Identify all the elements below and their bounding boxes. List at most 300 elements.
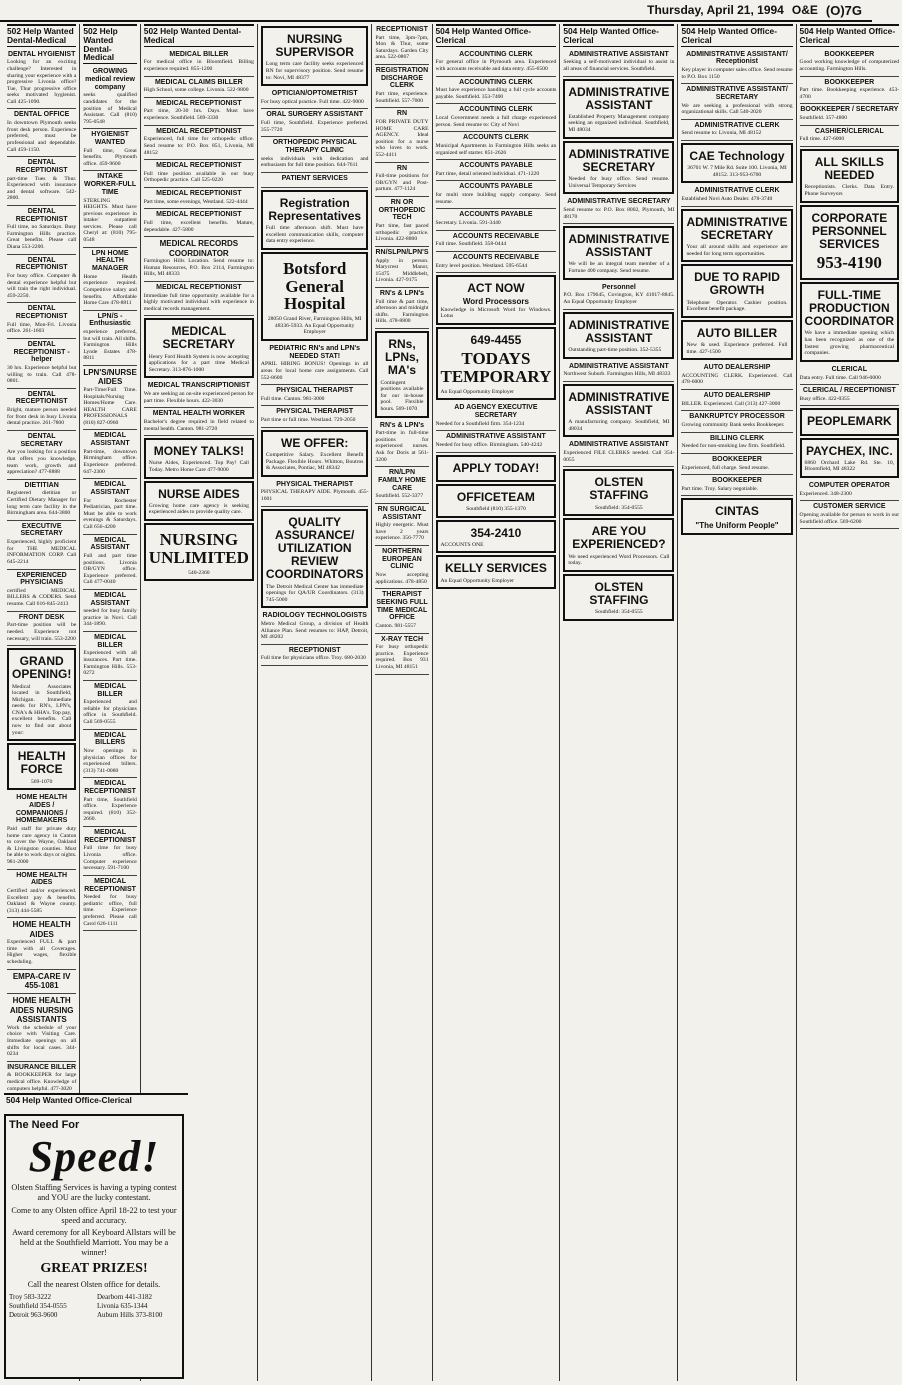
classified-ad xyxy=(261,479,369,507)
ad-large-heading: Botsford General Hospital xyxy=(283,258,347,314)
classified-ad xyxy=(144,438,254,478)
ad-body-text: An Equal Opportunity Employer xyxy=(440,577,514,584)
classified-ad xyxy=(436,49,557,77)
ad-body-text: For busy office. Computer & dental experience helpful but will train the right individual. 459-2250. xyxy=(7,273,77,299)
ad-display-heading: PAYCHEX, INC. xyxy=(805,443,893,458)
ad-heading: COMPUTER OPERATOR xyxy=(808,481,890,489)
ad-heading: AD AGENCY EXECUTIVE SECRETARY xyxy=(454,404,538,420)
classified-ad xyxy=(681,362,792,390)
ad-display-heading: NURSE AIDES xyxy=(158,486,240,501)
ad-heading: LPN/S - Enthusiastic xyxy=(89,312,131,328)
ad-heading: MEDICAL TRANSCRIPTIONIST xyxy=(147,382,250,390)
ad-heading: ACCOUNTS PAYABLE xyxy=(459,211,533,219)
ad-centered-line: 540-2360 xyxy=(188,569,210,576)
classified-ad xyxy=(261,385,369,406)
ad-heading: HOME HEALTH AIDES xyxy=(16,871,68,887)
classified-ad xyxy=(144,380,254,408)
classified-ad xyxy=(436,209,557,230)
ad-body-text: Medical Associates located in Southfield, Michigan. Immediate needs for RN's, LPN's, CNA's & HHA's. Top pay, excellent benefits. Call now to find out about your: xyxy=(12,683,72,736)
ad-display-heading: OFFICETEAM xyxy=(456,489,535,504)
classified-ad xyxy=(7,570,76,612)
ad-body-text: Your all around skills and experience are needed for long term opportunities. xyxy=(686,244,788,257)
ad-heading: MEDICAL BILLER xyxy=(94,634,126,649)
ad-heading: DENTAL HYGIENIST xyxy=(7,50,76,58)
classified-ad xyxy=(261,406,369,427)
ad-heading: MEDICAL RECEPTIONIST xyxy=(84,780,136,795)
classified-ad xyxy=(7,339,76,389)
classified-ad xyxy=(375,467,428,504)
ad-body-text: Part time, 3pm-7pm, Mon & Thur, some Saturdays. Garden City area. 522-0867 xyxy=(375,34,429,61)
classified-column xyxy=(678,24,796,1381)
classified-ad xyxy=(681,498,792,535)
ad-large-heading: 953-4190 xyxy=(816,253,882,273)
classified-ad xyxy=(83,66,136,129)
ad-heading: OPTICIAN/OPTOMETRIST xyxy=(271,90,358,98)
ad-display-heading: KELLY SERVICES xyxy=(445,561,547,576)
ad-subheading: LPN'S/NURSE AIDES xyxy=(83,368,137,387)
ad-subheading: Word Processors xyxy=(462,297,529,307)
ad-heading: DENTAL OFFICE xyxy=(13,111,70,119)
ad-heading: PHYSICAL THERAPIST xyxy=(276,480,354,488)
ad-body-text: Full time for physicians office. Troy. 680-2030 xyxy=(260,655,366,662)
classified-ad xyxy=(563,361,674,382)
classified-ad xyxy=(144,318,254,378)
ad-heading: ADMINISTRATIVE ASSISTANT xyxy=(446,433,546,441)
ad-body-text: A manufacturing company. Southfield, MI 48034 xyxy=(568,419,670,432)
ad-display-heading: ADMINISTRATIVE SECRETARY xyxy=(568,146,670,174)
ad-body-text: Full time, no Saturdays. Busy Farmington Hills practice. Great benefits. Please call Diana 553-2200. xyxy=(7,224,77,251)
classified-ad xyxy=(7,1062,76,1096)
classified-ad xyxy=(436,160,557,181)
ad-heading: ADMINISTRATIVE CLERK xyxy=(694,187,780,195)
classified-ad xyxy=(83,535,136,590)
classified-ad xyxy=(144,160,254,188)
ad-centered-line: 28050 Grand River, Farmington Hills, MI 48336-5933. An Equal Opportunity Employer xyxy=(267,316,362,336)
ad-heading: ADMINISTRATIVE ASSISTANT/ SECRETARY xyxy=(686,86,788,101)
classified-ad xyxy=(563,141,674,195)
classified-ad xyxy=(83,430,136,479)
ad-heading: DIETITIAN xyxy=(24,481,59,489)
olsten-prize: GREAT PRIZES! xyxy=(40,1260,148,1276)
classified-ad xyxy=(261,137,369,173)
classified-ad xyxy=(144,209,254,237)
ad-heading: ADMINISTRATIVE ASSISTANT xyxy=(568,441,669,449)
ad-display-heading: ARE YOU EXPERIENCED? xyxy=(572,524,666,552)
classified-ad xyxy=(83,248,136,311)
ad-body-text: Needed for busy office. Birmingham. 540-4242 xyxy=(435,442,543,449)
ad-body-text: Full time. Canton. 981-3000 xyxy=(260,395,325,402)
olsten-phone: Southfield 354-0555 xyxy=(9,1301,67,1310)
olsten-phone-list xyxy=(9,1293,179,1319)
ad-heading: FRONT DESK xyxy=(18,613,65,621)
ad-body-text: Bachelor's degree required in field related to mental health. Canton. 981-2720 xyxy=(143,419,254,432)
ad-body-text: Apply in person. Marycrest Manor, 15475 Middlebelt, Livonia. 427-9175 xyxy=(375,257,429,284)
classified-ad xyxy=(7,157,76,206)
section-heading: 504 Help Wanted Office-Clerical xyxy=(800,24,900,47)
ad-body-text: In downtown Plymouth seeks front desk person. Experience preferred, must be professional and dependable. Call 459-1150. xyxy=(7,120,77,153)
ad-heading: MEDICAL BILLERS xyxy=(94,731,126,747)
olsten-phone: Troy 583-3222 xyxy=(9,1292,51,1301)
ad-body-text: Full time, Great benefits. Plymouth office. 459-9600 xyxy=(83,147,137,167)
ad-heading: NORTHERN EUROPEAN CLINIC xyxy=(382,548,422,571)
classified-ad xyxy=(83,311,136,366)
classified-ad xyxy=(436,275,557,325)
ad-subheading: HOME HEALTH AIDES xyxy=(12,920,71,939)
olsten-para1: Olsten Staffing Services is having a typing contest and YOU are the lucky contestant. xyxy=(11,1183,177,1202)
ad-body-text: Long term care facility seeks experienced RN for supervisory position. Send resume to: Novi, MI 48377 xyxy=(265,61,364,81)
ad-body-text: Full time. 427-6000 xyxy=(799,136,845,143)
ad-heading: MEDICAL RECEPTIONIST xyxy=(156,283,242,291)
ad-heading: ADMINISTRATIVE ASSISTANT xyxy=(568,50,669,58)
classified-ad xyxy=(375,420,428,468)
ad-display-heading: QUALITY ASSURANCE/ UTILIZATION REVIEW COORDINATORS xyxy=(265,514,364,582)
ad-heading: RN xyxy=(396,164,408,172)
ad-body-text: Must have experience handling a full cycle accounts payable. Southfield. 353-7400 xyxy=(435,87,557,100)
classified-ad xyxy=(681,84,792,120)
ad-heading: EXPERIENCED PHYSICIANS xyxy=(16,571,67,587)
ad-heading: X-RAY TECH xyxy=(380,635,423,643)
classified-ad xyxy=(261,252,369,341)
ad-body-text: Part time, fast paced orthopedic practice. Livonia. 422-8800 xyxy=(375,223,429,243)
ad-heading: RADIOLOGY TECHNOLOGISTS xyxy=(262,612,367,620)
ad-centered-line: Southfield: 354-0555 xyxy=(595,609,643,616)
ad-body-text: For general office in Plymouth area. Experienced with accounts receivable and data entry. 455-6500 xyxy=(435,59,557,72)
ad-heading: LPN HOME HEALTH MANAGER xyxy=(91,249,129,273)
classified-ad xyxy=(436,455,557,482)
ad-body-text: We are seeking a professional with strong organizational skills. Call 540-2020 xyxy=(681,102,793,116)
classified-ad xyxy=(83,681,136,730)
ad-heading: DENTAL RECEPTIONIST - helper xyxy=(13,340,70,364)
ad-body-text: Growing community Bank seeks Bookkeeper. xyxy=(681,422,785,429)
ad-display-heading: MONEY TALKS! xyxy=(153,444,244,459)
classified-ad xyxy=(7,648,76,741)
ad-heading: THERAPIST SEEKING FULL TIME MEDICAL OFFICE xyxy=(376,591,428,622)
ad-heading: RN OR ORTHOPEDIC TECH xyxy=(378,199,426,222)
ad-body-text: Henry Ford Health System is now accepting applications for a part time Medical Secretary. 313-876-1000 xyxy=(148,353,249,373)
olsten-phone: Detroit 963-9600 xyxy=(9,1310,58,1319)
ad-heading: HOME HEALTH AIDES / COMPANIONS / HOMEMAKERS xyxy=(15,794,68,825)
ad-display-heading: ACT NOW xyxy=(467,281,525,296)
classified-ad xyxy=(681,433,792,454)
classified-ad xyxy=(261,509,369,609)
ad-body-text: Entry level position. Westland. 595-6544 xyxy=(435,262,528,269)
ad-body-text: Experienced FILE CLERKS needed. Call 354-0055 xyxy=(563,450,675,463)
ad-body-text: For busy orthopedic practice. Experience required. Box 931 Livonia, MI 48151 xyxy=(375,644,429,671)
classified-ad xyxy=(436,104,557,132)
ad-display-heading: ADMINISTRATIVE SECRETARY xyxy=(686,214,788,242)
header-paper: O&E xyxy=(791,3,818,17)
ad-body-text: needed for busy family practice in Novi. Call 344-1890. xyxy=(83,608,137,628)
ad-heading: MEDICAL RECEPTIONIST xyxy=(84,829,136,844)
ad-body-text: Key player in computer sales office. Send resume to P.O. Box 1150 xyxy=(681,67,793,80)
ad-display-heading: DUE TO RAPID GROWTH xyxy=(694,270,780,298)
ad-body-text: Seeking a self-motivated individual to assist in all areas of financial services. Southfield. xyxy=(563,59,675,72)
ad-heading: DENTAL RECEPTIONIST xyxy=(15,256,68,272)
ad-body-text: PHYSICAL THERAPY AIDE. Plymouth. 455-1601 xyxy=(260,489,369,502)
ad-heading: AUTO DEALERSHIP xyxy=(703,392,771,400)
ad-heading: RN SURGICAL ASSISTANT xyxy=(377,505,427,521)
olsten-phone: Livonia 635-1344 xyxy=(97,1301,148,1310)
ad-body-text: Part-time, downtown Birmingham office. Experience preferred. 647-2300 xyxy=(83,448,137,475)
ad-heading: BOOKKEEPER xyxy=(712,477,762,485)
ad-heading: BOOKKEEPER xyxy=(824,50,875,58)
ad-heading: BOOKKEEPER / SECRETARY xyxy=(800,106,899,114)
ad-body-text: Municipal Apartments in Farmington Hills seeks an organized self starter. 851-2626 xyxy=(435,142,557,156)
ad-body-text: For Rochester Pediatrician, part time. Must be able to work evenings & Saturdays. Call 656-4200 xyxy=(83,497,137,530)
classified-ad xyxy=(800,408,900,435)
classified-ad xyxy=(7,206,76,255)
classified-ad xyxy=(681,264,792,318)
ad-heading: EXECUTIVE SECRETARY xyxy=(20,522,63,538)
ad-heading: MEDICAL BILLER xyxy=(94,682,126,698)
ad-body-text: Metro Medical Group, a division of Health Alliance Plan. Send resumes to: HAP, Detroit, MI 48202 xyxy=(260,621,369,641)
section-heading: 502 Help Wanted Dental-Medical xyxy=(144,24,254,47)
classified-ad xyxy=(375,331,428,418)
ad-heading: MEDICAL ASSISTANT xyxy=(90,432,130,448)
ad-body-text: Looking for an exciting challenge? Interested in sharing your experience with a progressive Livonia office? Tue, Thur progressive office seeks motivated hygienist. Call 425-1090. xyxy=(7,59,77,105)
classified-ad xyxy=(436,484,557,518)
classified-ad xyxy=(681,185,792,206)
classified-ad xyxy=(563,49,674,77)
classified-ad xyxy=(144,408,254,436)
classified-ad xyxy=(83,590,136,632)
ad-body-text: Contingent positions available for our in-house pool. Flexible hours. 569-1070 xyxy=(380,379,424,412)
ad-body-text: ACCOUNTS ONE xyxy=(440,541,484,548)
ad-heading: ACCOUNTS PAYABLE xyxy=(459,183,533,191)
ad-body-text: Part time, Southfield office. Experience required. (810) 352-2660. xyxy=(83,796,137,823)
ad-heading: DENTAL RECEPTIONIST xyxy=(15,207,68,223)
classified-ad xyxy=(144,188,254,209)
ad-subheading: EMPA-CARE IV 455-1081 xyxy=(12,971,71,990)
section-heading: 504 Help Wanted Office-Clerical xyxy=(563,24,674,47)
ad-body-text: Full time, Southfield. Experience preferred. 355-7720 xyxy=(260,120,369,133)
classified-ad xyxy=(563,439,674,467)
ad-body-text: & BOOKKEEPER for large medical office. Knowledge of computers helpful. 477-3020 xyxy=(7,1072,77,1092)
ad-heading: MEDICAL RECEPTIONIST xyxy=(156,211,242,219)
ad-heading: ACCOUNTS CLERK xyxy=(463,134,529,142)
ad-subheading: "The Uniform People" xyxy=(695,520,779,530)
ad-heading: AUTO DEALERSHIP xyxy=(703,364,771,372)
ad-body-text: Northwest Suburb. Farmington Hills, MI 48333 xyxy=(563,371,671,378)
classified-ad xyxy=(436,327,557,400)
ad-body-text: Send resume to: Livonia, MI 48152 xyxy=(681,130,762,137)
ad-display-heading: MEDICAL SECRETARY xyxy=(162,324,236,352)
classified-ad xyxy=(83,827,136,876)
ad-body-text: FOR PRIVATE DUTY HOME CARE AGENCY. Ideal position for a nurse who loves to work. 552-4411 xyxy=(375,119,429,158)
ad-body-text: 6860 Orchard Lake Rd. Ste. 10, Bloomfield, MI 48322 xyxy=(804,459,895,473)
ad-heading: REGISTRATION DISCHARGE CLERK xyxy=(375,67,429,90)
ad-body-text: Needed for busy pediatric office, full time. Experience preferred. Please call Carol 626-1111 xyxy=(83,894,137,927)
classified-ad xyxy=(681,143,792,183)
ad-body-text: STERLING HEIGHTS. Must have previous experience in intake/ outpatient services. Please call Cheryl at: (810) 795-0548 xyxy=(83,197,137,244)
classified-column xyxy=(797,24,902,1381)
ad-body-text: Home Health experience required. Competitive salary and benefits. Affordable Home Care 478-8811 xyxy=(83,273,137,307)
ad-body-text: Immediate full time opportunity available for a highly motivated individual with experience in medical records management. xyxy=(143,292,254,312)
classified-ad xyxy=(681,390,792,411)
ad-body-text: 30 hrs. Experience helpful but willing to train. Call 478-0801. xyxy=(7,365,77,385)
ad-heading: MENTAL HEALTH WORKER xyxy=(152,410,245,418)
classified-ad xyxy=(83,876,136,931)
ad-body-text: for multi store building supply company. Send resume. xyxy=(435,192,557,205)
classified-ad xyxy=(83,129,136,171)
classified-ad xyxy=(375,288,428,329)
classified-ad xyxy=(7,109,76,157)
ad-display-heading: Registration Representatives xyxy=(268,195,362,223)
ad-display-heading: 354-2410 xyxy=(470,525,522,540)
classified-ad xyxy=(7,255,76,304)
ad-heading: MEDICAL ASSISTANT xyxy=(90,481,130,496)
ad-body-text: Highly energetic. Must have 2 years experience. 356-7770 xyxy=(375,522,429,542)
ad-body-text: Now accepting applications. 478-4850 xyxy=(375,572,429,585)
classified-column xyxy=(372,24,432,1381)
classified-ad xyxy=(800,282,900,362)
classified-ad xyxy=(144,282,254,316)
ad-body-text: Full time, Mon-Fri. Livonia office. 261-1603 xyxy=(7,321,77,335)
ad-heading: PEDIATRIC RN's and LPN's NEEDED STAT! xyxy=(269,345,361,360)
classified-ad xyxy=(375,163,428,197)
classified-ad xyxy=(563,79,674,139)
ad-centered-line: Southfield (810) 355-1370 xyxy=(466,506,526,513)
classified-ad xyxy=(7,970,76,995)
classified-ad xyxy=(83,366,136,430)
ad-heading: MEDICAL RECEPTIONIST xyxy=(156,190,242,197)
ad-body-text: experience preferred, but will train. All shifts. Farmington Hills Lynde Estates 478-8811 xyxy=(83,329,137,362)
ad-body-text: APRIL HIRING BONUS! Openings in all areas for local home care assignments. Call 552-8600 xyxy=(260,361,369,381)
ad-body-text: seeks individuals with dedication and enthusiasm for full time position. 644-7611 xyxy=(260,155,369,169)
classified-ad xyxy=(83,632,136,681)
classified-ad xyxy=(800,480,900,501)
ad-display-heading: CORPORATE PERSONNEL SERVICES xyxy=(811,210,888,251)
ad-body-text: Receptionists. Clerks. Data Entry. Phone Surveyors xyxy=(804,184,895,197)
ad-large-heading: NURSING UNLIMITED xyxy=(148,529,249,567)
classified-ad xyxy=(436,77,557,105)
classified-ad xyxy=(7,521,76,570)
ad-display-heading: ALL SKILLS NEEDED xyxy=(814,154,884,183)
classified-ad xyxy=(436,555,557,589)
ad-body-text: An Equal Opportunity Employer xyxy=(440,388,514,395)
ad-body-text: Experienced, full time for orthopedic office. Send resume to: P.O. Box 851, Livonia, MI 48152 xyxy=(143,136,254,156)
classified-ad xyxy=(261,430,369,477)
ad-body-text: Canton. 981-5557 xyxy=(375,623,416,629)
ad-body-text: High School, some college. Livonia. 522-9800 xyxy=(143,87,249,94)
ad-body-text: Good working knowledge of computerized accounting. Farmington Hills. xyxy=(799,59,900,72)
classified-ad xyxy=(261,190,369,250)
ad-body-text: Part-time in full-time positions for experienced nurses. Ask for Doris at 561-3200 xyxy=(375,430,429,463)
classified-ad xyxy=(7,431,76,480)
ad-body-text: Established Property Management company seeking an organized individual. Southfield, MI 48034 xyxy=(568,113,670,134)
ad-display-heading: ADMINISTRATIVE ASSISTANT xyxy=(568,389,670,417)
olsten-para3: Award ceremony for all Keyboard Allstars will be held at the Southfield Marriott. You may be a winner! xyxy=(12,1228,176,1258)
classified-ad xyxy=(261,88,369,109)
ad-heading: ORAL SURGERY ASSISTANT xyxy=(266,111,364,119)
ad-heading: Personnel xyxy=(601,283,636,291)
classified-ad xyxy=(144,49,254,77)
ad-heading: INTAKE WORKER-FULL TIME xyxy=(84,173,137,196)
classified-ad xyxy=(144,77,254,98)
classified-ad xyxy=(375,24,428,65)
ad-body-text: Part time, detail oriented individual. 471-1220 xyxy=(435,170,540,177)
ad-body-text: The Detroit Medical Center has immediate openings for QA/UR Coordinators. (313) 745-5000 xyxy=(265,583,364,603)
ad-display-heading: CAE Technology xyxy=(689,149,785,164)
ad-body-text: Full-time positions for OB/GYN and Post-partum. 477-1124 xyxy=(375,173,429,193)
classified-ad xyxy=(7,303,76,339)
ad-body-text: Full and part time positions. Livonia OB/GYN office. Experience preferred. Call 477-0040 xyxy=(83,552,137,586)
ad-heading: ADMINISTRATIVE CLERK xyxy=(694,121,780,129)
ad-heading: RECEPTIONIST xyxy=(288,646,341,654)
classified-ad xyxy=(681,49,792,85)
classified-ad xyxy=(563,574,674,621)
classified-ad xyxy=(800,104,900,125)
ad-body-text: Needed for busy office. Send resume. Universal Temporary Services xyxy=(568,176,670,189)
classified-ad xyxy=(375,108,428,162)
olsten-speed-ad xyxy=(4,1114,184,1379)
classified-ad xyxy=(261,173,369,188)
classified-ad xyxy=(261,610,369,644)
classified-column xyxy=(433,24,561,1381)
ad-heading: MEDICAL ASSISTANT xyxy=(90,591,130,607)
classified-ad xyxy=(375,65,428,108)
ad-body-text: We are seeking an on-site experienced person for part time. Flexible hours. 422-3030 xyxy=(143,391,254,404)
classified-ad xyxy=(7,389,76,431)
classified-ad xyxy=(144,481,254,521)
classified-ad xyxy=(681,411,792,432)
section-heading: 504 Help Wanted Office-Clerical xyxy=(436,24,557,47)
ad-body-text: Needed for a Southfield firm. 354-1234 xyxy=(435,420,525,427)
classified-ad xyxy=(261,645,369,666)
ad-centered-line: 569-1070 xyxy=(30,778,53,785)
ad-body-text: Registered dietitian or Certified Dietary Manager for long term care facility in the Birmingham area. 644-3800 xyxy=(7,490,77,517)
ad-heading: MEDICAL BILLER xyxy=(169,50,229,58)
ad-body-text: Part-Time/Full Time. Hospitals/Nursing Homes/Home Care. HEALTH CARE PROFESSIONALS (810) 827-0960 xyxy=(83,386,137,426)
ad-heading: ADMINISTRATIVE ASSISTANT/ Receptionist xyxy=(686,50,788,66)
classified-ad xyxy=(800,438,900,478)
ad-heading: CLERICAL / RECEPTIONIST xyxy=(802,387,896,395)
ad-heading: BILLING CLERK xyxy=(709,434,765,442)
classified-ad xyxy=(436,520,557,554)
ad-display-heading: PEOPLEMARK xyxy=(806,414,892,429)
ad-body-text: Data entry. Full time. Call 946-0000 xyxy=(799,374,881,381)
classified-ad xyxy=(7,792,76,869)
ad-heading: ACCOUNTS PAYABLE xyxy=(459,162,533,170)
ad-heading: GROWING medical review company xyxy=(85,68,135,91)
ad-body-text: Growing home care agency is seeking experienced aides to provide quality care. xyxy=(148,502,249,516)
classified-ad xyxy=(375,589,428,633)
ad-heading: MEDICAL RECEPTIONIST xyxy=(156,127,242,135)
ad-display-heading: 649-4455 xyxy=(470,332,522,347)
ad-large-heading: TODAYS TEMPORARY xyxy=(440,349,552,386)
ad-body-text: Experienced and reliable for physicians office in Southfield. Call 569-0555 xyxy=(83,699,137,725)
ad-heading: CLERICAL xyxy=(831,365,868,373)
ad-subheading: MEDICAL RECORDS COORDINATOR xyxy=(159,239,239,258)
ad-centered-line: 36701 W. 7 Mile Rd. Suite 100. Livonia, MI 48152. 313-953-6700 xyxy=(687,165,787,178)
classified-ad xyxy=(563,196,674,224)
ad-display-heading: WE OFFER: xyxy=(281,435,349,450)
ad-display-heading: FULL-TIME PRODUCTION COORDINATOR xyxy=(804,287,895,329)
classified-ad xyxy=(144,237,254,282)
classified-ad xyxy=(800,385,900,406)
ad-display-heading: CINTAS xyxy=(715,504,759,519)
ad-heading: RN/LPN FAMILY HOME CARE xyxy=(378,469,426,492)
ad-body-text: Bright, mature person needed for front desk in busy Livonia dental practice. 261-7800 xyxy=(7,407,77,427)
classified-ad xyxy=(681,454,792,475)
olsten-para2: Come to any Olsten office April 18-22 to test your speed and accuracy. xyxy=(11,1205,177,1225)
ad-display-heading: RNs, LPNs, MA's xyxy=(384,337,419,378)
ad-body-text: Secretary. Livonia. 591-3440 xyxy=(435,219,501,226)
section-heading: 502 Help Wanted Dental-Medical xyxy=(7,24,76,47)
classified-ad xyxy=(83,730,136,779)
classified-ad xyxy=(7,918,76,969)
classified-ad xyxy=(681,475,792,496)
